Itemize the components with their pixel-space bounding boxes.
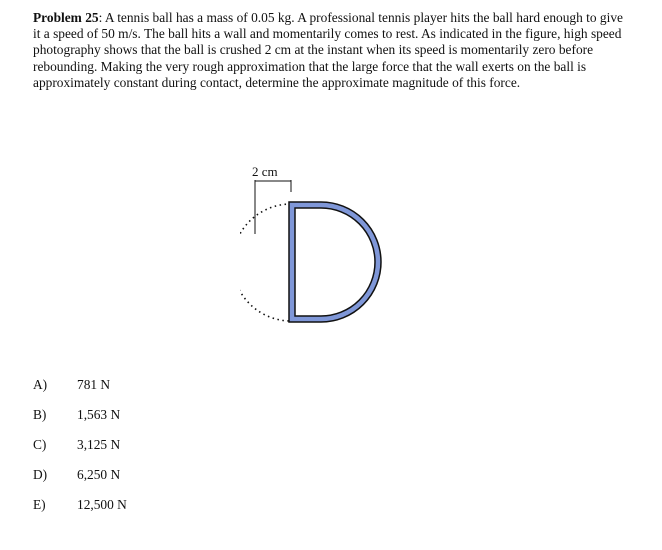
- dimension-label: 2 cm: [252, 164, 278, 179]
- original-ball-outline: [240, 204, 291, 321]
- problem-label: Problem 25: [33, 10, 99, 25]
- choice-letter: E): [33, 497, 46, 512]
- choice-value: 6,250 N: [77, 467, 121, 482]
- choice-value: 781 N: [77, 377, 111, 392]
- choice-value: 12,500 N: [77, 497, 127, 512]
- choice-letter: B): [33, 407, 47, 422]
- problem-text: : A tennis ball has a mass of 0.05 kg. A professional tennis player hits the ball hard enough to give it a speed of 50 m/s. The ball hits a wall and momentarily comes to rest. As indicated in the figure, high speed photography shows that the ball is crushed 2 cm at the instant when its speed is momentarily zero before rebounding. Making the very rough approximation that the large force that the wall exerts on the ball is approximately constant during contact, determine the approximate magnitude of this force.: [33, 10, 623, 90]
- problem-statement: [33, 10, 633, 91]
- crushed-ball-figure: [240, 160, 410, 330]
- crushed-ball-diagram: [240, 160, 410, 330]
- choice-letter: C): [33, 437, 47, 452]
- choice-value: 3,125 N: [77, 437, 121, 452]
- choice-letter: A): [33, 377, 48, 392]
- choice-letter: D): [33, 467, 48, 482]
- choice-value: 1,563 N: [77, 407, 121, 422]
